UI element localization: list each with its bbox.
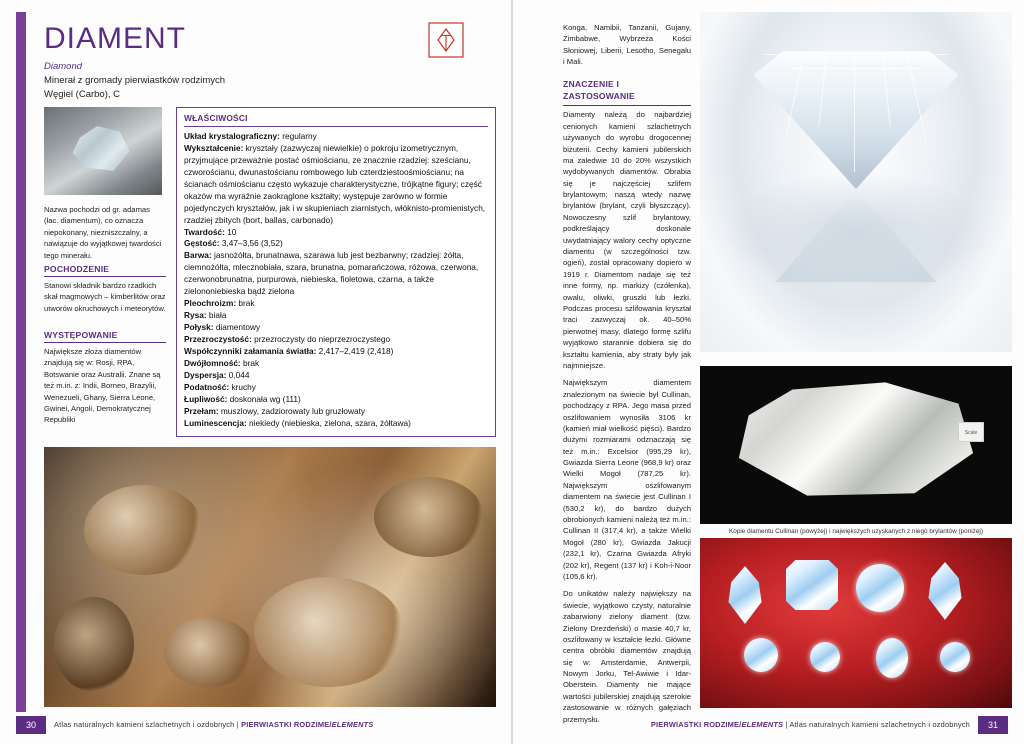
cullinan-replica-photo: [700, 366, 1012, 524]
subtitle-block: [44, 60, 344, 101]
footer-text-left: [54, 716, 373, 734]
property-value: brak: [240, 357, 260, 368]
subtitle-group: Minerał z gromady pierwiastków rodzimych: [44, 74, 226, 86]
gem-round: [856, 564, 904, 612]
znaczenie-paragraph-2: Największym diamentem znalezionym na świecie był Cullinan, pochodzący z RPA. Jego masa przed oszlifowaniem wynosiła 3106 kr (kamień miał wielkość pięści). Bardzo dużymi rozmiarami odznaczają się też m.in.: Excelsior (995,29 kr), Gwiazda Sierra Leone (968,9 kr) oraz Wielki Mogoł (787,25 kr). Największym oszlifowanym diamentem na świecie jest Cullinan I (530,2 kr), do bardzo dużych obrobionych kamieni należą też m.in.: Cullinan II (317,4 kr), a także Wielki Mogoł (280 kr), Gwiazda Jakucji (232,1 kr), Czarna Gwiazda Afryki (202 kr), Regent (137 kr) i Koh-i-Noor (105,6 kr).: [563, 378, 691, 581]
gem-pear: [922, 562, 968, 620]
property-label: Rysa:: [184, 310, 207, 321]
property-label: Dwójłomność:: [184, 357, 241, 368]
mineral-grain: [54, 597, 134, 692]
right-text-column: [563, 22, 691, 731]
footer-atlas-label: Atlas naturalnych kamieni szlachetnych i ozdobnych |: [54, 720, 242, 729]
footer-right: [528, 716, 1008, 734]
page-number-left: 30: [16, 716, 46, 734]
property-row: [184, 418, 488, 430]
rough-diamond-shape: [734, 380, 978, 498]
property-value: doskonała wg (111): [227, 393, 301, 404]
footer-left: [16, 716, 496, 734]
page-number-right: 31: [978, 716, 1008, 734]
footer-text-right: [651, 716, 970, 734]
property-value: 10: [224, 226, 237, 237]
section-text: Największe złoża diamentów znajdują się w: Rosji, RPA, Botswanie oraz Australii. Znane są też m.in. z: Indii, Borneo, Brazylii, Wenezueli, Ghany, Sierra Leone, Gwinei, Angoli, Demokratycznej Republiki: [44, 347, 161, 425]
property-label: Połysk:: [184, 322, 214, 332]
section-pochodzenie: [44, 264, 166, 314]
host-rock-photo: [44, 447, 496, 707]
property-row: [184, 406, 488, 418]
brilliant-diamond-photo: [700, 12, 1012, 352]
footer-chapter-italic: ELEMENTS: [741, 720, 784, 729]
diamond-rhombus-icon: [428, 22, 464, 58]
diamond-facets: [734, 42, 978, 192]
property-value: jasnożółta, brunatnawa, szarawa lub jest bezbarwny; rzadziej: żółta, ciemnożółta, mlecznobiała, szara, brunatna, pomarańczowa, różowa, czerwona, czerwonobrunatna, purpurowa, niebieska, fioletowa, czarna, a także zielononiebieska bądź zielona: [184, 250, 479, 297]
left-purple-bar: [16, 12, 26, 712]
section-heading-znaczenie: ZNACZENIE I ZASTOSOWANIE: [563, 78, 691, 107]
section-text: Stanowi składnik bardzo rzadkich skał magmowych – kimberlitów oraz utworów okruchowych i meteorytów.: [44, 281, 166, 313]
section-heading: POCHODZENIE: [44, 264, 166, 277]
property-row: [184, 143, 488, 227]
property-row: [184, 310, 488, 322]
property-value: 2,417–2,419 (2,418): [316, 345, 394, 356]
property-row: [184, 346, 488, 358]
property-label: Wykształcenie:: [184, 142, 244, 153]
property-value: kryształy (zazwyczaj niewielkie) o pokroju izometrycznym, przyjmujące przeważnie postać ośmiościanu, ze znacznie rzadziej: sześcianu, czworościanu, dwunastościanu rombowego lub czterdziestoośmiościanu; na ścianach ośmiościanu często wykazuje charakterystyczne, trójkątne figury; część okazów ma wyraźnie zaokrąglone kształty; występuje zarówno w formie pojedynczych kryształów, jak i w skupieniach ziarnistych, włóknisto-promienistych, rzadziej zbitych (bort, ballas, carbonado): [184, 142, 486, 225]
mineral-grain: [84, 485, 204, 575]
property-row: [184, 370, 488, 382]
property-row: [184, 382, 488, 394]
property-row: [184, 394, 488, 406]
footer-chapter-label: PIERWIASTKI RODZIME/: [241, 720, 332, 729]
property-value: diamentowy: [213, 322, 261, 332]
property-label: Pleochroizm:: [184, 298, 237, 309]
page-title: DIAMENT: [44, 22, 186, 55]
property-row: [184, 298, 488, 310]
gem-oval-small: [876, 638, 908, 678]
gem-pear: [722, 566, 768, 624]
property-label: Przełam:: [184, 405, 219, 416]
property-value: muszlowy, zadziorowaty lub gruzłowaty: [218, 405, 366, 416]
znaczenie-paragraph-3: Do unikatów należy największy na świecie, wyjątkowo czysty, naturalnie zabarwiony zielony diament (tzw. Zielony Drezdeński) o masie 40,7 kr, oszlifowany w kształcie łezki. Główne centra obróbki diamentów znajdują się w: Amsterdamie, Antwerpii, Nowym Jorku, Tel-Awiwie i Idar-Oberstein. Diamenty nie mające wartości jubilerskiej znajdują szerokie zastosowanie w różnych gałęziach przemysłu.: [563, 589, 691, 724]
page-spine: [511, 0, 513, 744]
property-value: kruchy: [229, 381, 256, 392]
property-value: brak: [236, 298, 255, 309]
property-row: [184, 334, 488, 346]
property-label: Dyspersja:: [184, 369, 227, 380]
gem-round-small: [940, 642, 970, 672]
property-row: [184, 227, 488, 239]
footer-chapter-italic: ELEMENTS: [331, 720, 374, 729]
property-value: przezroczysty do nieprzezroczystego: [251, 333, 391, 344]
property-label: Gęstość:: [184, 238, 220, 249]
crystal-shape: [70, 123, 132, 175]
property-label: Przezroczystość:: [184, 333, 252, 344]
exhibit-label: Scale: [958, 422, 984, 442]
properties-heading: WŁAŚCIWOŚCI: [184, 113, 488, 127]
property-value: 3,47–3,56 (3,52): [219, 238, 283, 249]
cut-brilliants-photo: [700, 538, 1012, 708]
znaczenie-paragraph-1: Diamenty należą do najbardziej cenionych kamieni szlachetnych używanych do wyrobu drogocennej biżuterii. Cechy kamieni jubilerskich ma zaledwie 10 do 20% wszystkich wydobywanych diamentów. Obrabia się je najczęściej szlifem brylantowym; naszą wtedy nazwę brylantów (brylant, czyli błyszczący). Nowoczesny szlif brylantowy, podkreślający doskonale uwydatniający walory cechy optyczne diamentu (w szczególności tzw. ogień), został opracowany dopiero w 1919 r. Diamentom nadaje się też inne formy, np. markizy (czółenka), owalu, oliwki, gruszki lub łezki. Podczas procesu szlifowania kryształ traci zazwyczaj ok. 40–50% pierwotnej masy, dlatego formę szlifu wyjątkowo starannie dobiera się do kształtu kamienia, aby straty były jak najmniejsze.: [563, 110, 691, 370]
gem-round-small: [810, 642, 840, 672]
gem-round-small: [744, 638, 778, 672]
diamond-shadow: [724, 172, 990, 292]
property-label: Twardość:: [184, 226, 225, 237]
property-label: Układ krystalograficzny:: [184, 131, 280, 141]
property-row: [184, 250, 488, 298]
section-heading: WYSTĘPOWANIE: [44, 330, 166, 343]
property-label: Luminescencja:: [184, 417, 247, 428]
property-row: [184, 131, 488, 143]
gem-emerald-cut: [786, 560, 838, 610]
mineral-grain: [374, 477, 484, 557]
property-value: 0,044: [226, 369, 250, 380]
property-row: [184, 238, 488, 250]
property-row: [184, 358, 488, 370]
thumbnail-caption: Nazwa pochodzi od gr. adamas (łac. diamentum), co oznacza niepokonany, niezniszczalny, a nawiązuje do wyjątkowej twardości tego minerału.: [44, 205, 162, 260]
property-row: [184, 322, 488, 334]
property-value: regularny: [279, 131, 317, 141]
footer-chapter-label: PIERWIASTKI RODZIME/: [650, 720, 742, 729]
mineral-grain: [254, 577, 404, 687]
mineral-grain: [164, 617, 254, 687]
mineral-thumbnail-photo: [44, 107, 162, 195]
continuation-text: Konga, Namibii, Tanzanii, Gujany, Zimbabwe, Wybrzeża Kości Słoniowej, Liberii, Lesotho, Senegalu i Mali.: [563, 23, 691, 67]
subtitle-formula: Węgiel (Carbo), C: [44, 88, 121, 100]
right-photos-caption: Kopie diamentu Cullinan (powyżej) i największych uzyskanych z niego brylantów (poniżej): [729, 528, 983, 535]
property-value: niekiedy (niebieska, zielona, szara, żółtawa): [246, 417, 411, 428]
properties-list: [184, 131, 488, 429]
subtitle-latin: Diamond: [44, 61, 83, 72]
property-label: Podatność:: [184, 381, 230, 392]
property-label: Barwa:: [184, 250, 212, 261]
property-label: Łupliwość:: [184, 393, 228, 404]
property-value: biała: [206, 310, 227, 321]
section-wystepowanie: [44, 330, 166, 426]
property-label: Współczynniki załamania światła:: [184, 345, 317, 356]
footer-atlas-label: | Atlas naturalnych kamieni szlachetnych i ozdobnych: [783, 720, 970, 729]
properties-box: [176, 107, 496, 437]
